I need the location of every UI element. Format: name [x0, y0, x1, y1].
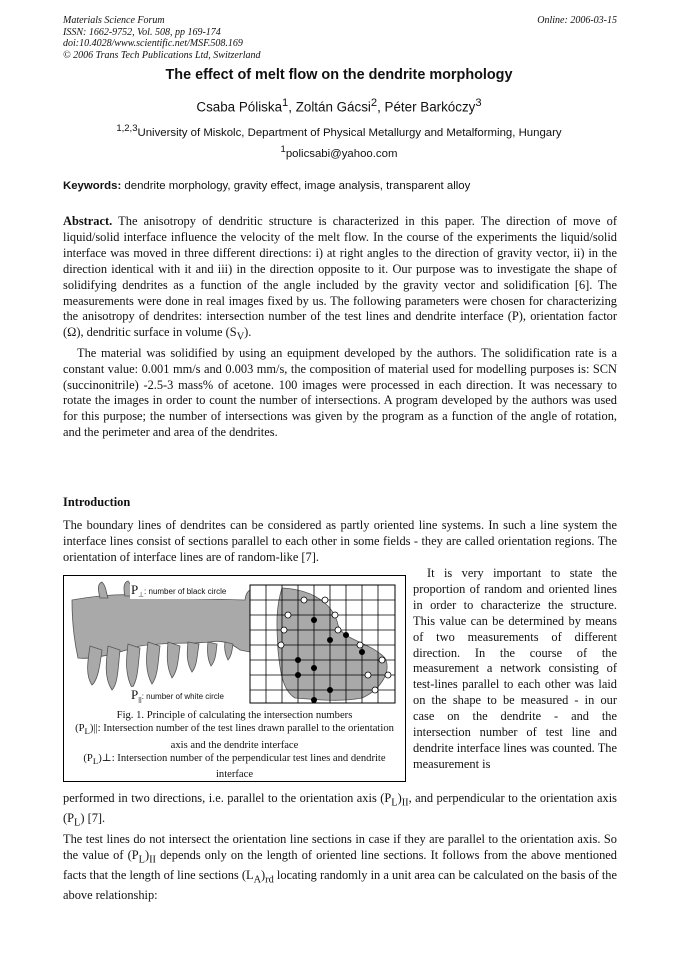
author-sup: 1	[282, 97, 289, 109]
author-list: Csaba Póliska$^1$, Zoltán Gácsi$^2$, Péter Barkóczy$^3$	[196, 97, 482, 115]
figure-caption	[68, 709, 401, 781]
caption-line-1: Fig. 1. Principle of calculating the intersection numbers	[116, 710, 353, 721]
email-sup: 1	[280, 144, 286, 155]
keywords	[63, 180, 617, 192]
label-sub: ||	[138, 696, 142, 704]
section-heading-introduction: Introduction	[63, 495, 131, 509]
abstract-label: Abstract.	[63, 214, 113, 228]
online-date: Online: 2006-03-15	[537, 15, 617, 26]
caption-sub: L	[92, 755, 99, 766]
text-part: ) [7].	[80, 811, 106, 826]
subscript: L	[138, 854, 145, 866]
subscript: rd	[265, 874, 274, 886]
author-sup: 3	[475, 97, 482, 109]
paper-title: The effect of melt flow on the dendrite morphology	[165, 67, 513, 83]
text-part: performed in two directions, i.e. parallel to the orientation axis (P	[63, 791, 392, 805]
copyright-line: © 2006 Trans Tech Publications Ltd, Switzerland	[63, 49, 261, 61]
abstract-paragraph-2: The material was solidified by using an equipment developed by the authors. The solidification rate is a constant value: 0.001 mm/s and 0.003 mm/s, the composition of material used for modelling purposes is: SCN (succinonitrile) -2.5-3 mass% of acetone. 100 images were processed in each direction. It was necessary to rotate the images in order to count the number of intersections. A program developed by the authors was used for this purpose; the number of intersections was given by the program as a function of the angle of rotation, and the perimeter and area of the dendrites.	[63, 345, 617, 440]
author-name: Csaba Póliska	[196, 99, 283, 115]
email-text: policsabi@yahoo.com	[285, 147, 398, 160]
intro-continued	[63, 791, 617, 904]
caption-part: )⊥: Intersection number of the perpendicular test lines and dendrite interface	[98, 752, 386, 781]
caption-sub: L	[84, 726, 90, 737]
label-white-circle	[130, 687, 225, 704]
caption-line-2	[68, 722, 401, 752]
subscript: A	[253, 874, 262, 886]
author-name: Zoltán Gácsi	[295, 99, 371, 115]
text-part: The test lines do not intersect the orientation line sections in case if they are parallel to the orientation axis. So the value of (P	[63, 831, 617, 862]
abstract	[63, 214, 617, 441]
subscript: II	[401, 797, 409, 809]
label-text: : number of white circle	[141, 692, 224, 701]
affiliation	[0, 123, 678, 139]
label-p: P	[131, 582, 139, 597]
abstract-text: The anisotropy of dendritic structure is characterized in this paper. The direction of move of liquid/solid interface influence the velocity of the melt flow. In the course of the experiments the liquid/solid interface was moved in three different directions: i) at right angles to the direction of gravity vector, ii) in the direction identical with it and iii) in the direction opposite to it. Our purpose was to investigate the shape of solidifying dendrites as a function of the angle included by the gravity vector and solidification [6]. The measurements were done in real images fixed by us. The following parameters were chosen for characterizing the anisotropy of dendrites: intersection number of the test lines and dendrite interface (P), orientation factor (Ω), dendritic surface in volume (S	[63, 214, 617, 340]
figure-1	[63, 575, 406, 782]
caption-part: (P	[83, 752, 93, 764]
subscript: L	[391, 797, 398, 809]
grid-region	[250, 585, 395, 703]
caption-part: )||: Intersection number of the test lines drawn parallel to the orientation axis and the dendrite interface	[89, 723, 394, 751]
journal-header	[63, 15, 617, 61]
abstract-text-end: ).	[244, 325, 252, 340]
journal-name: Materials Science Forum	[63, 15, 165, 26]
email	[0, 144, 678, 160]
affiliation-text: University of Miskolc, Department of Physical Metallurgy and Metalforming, Hungary	[137, 126, 562, 139]
author-name: Péter Barkóczy	[384, 99, 476, 115]
dendrite-figure-image	[70, 580, 399, 707]
text-part: )	[261, 868, 266, 883]
text-part: locating randomly in a unit area can be calculated on the basis of the above relationship:	[63, 868, 618, 903]
caption-line-3	[68, 752, 401, 782]
label-text: : number of black circle	[144, 587, 227, 596]
text-part: , and perpendicular to the orientation axis (P	[63, 791, 617, 826]
caption-part: (P	[75, 723, 85, 735]
text-part: )	[144, 847, 150, 862]
keywords-label: Keywords:	[63, 180, 122, 192]
affiliation-sup: 1,2,3	[116, 123, 138, 134]
keywords-text: dendrite morphology, gravity effect, image analysis, transparent alloy	[121, 180, 471, 192]
intro-paragraph-3	[63, 832, 617, 905]
label-sub: ⊥	[138, 591, 145, 599]
intro-paragraph-1: The boundary lines of dendrites can be considered as partly oriented line systems. In such a line system the interface lines consist of sections parallel to each other in some fields - they are called orientation regions. The orientation of interface lines are of random-like [7].	[63, 518, 617, 564]
doi-line: doi:10.4028/www.scientific.net/MSF.508.169	[63, 38, 243, 50]
intro-continued-text	[63, 791, 617, 832]
text-part: depends only on the length of oriented line sections. It follows from the above mentioned facts that the length of line sections (L	[63, 847, 617, 883]
label-black-circle	[130, 582, 227, 599]
abstract-paragraph-1	[63, 214, 617, 346]
intro-right-column: It is very important to state the proportion of random and oriented lines in order to characterize the structure. This value can be determined by means of two measurements of different direction. In the course of the measurement a network consisting of test-lines parallel to each other was laid on the shape to be measured - in our case on the dendrite - and the intersection number of test line and dendrite interface lines was counted. The measurement is	[413, 566, 617, 771]
label-p: P	[131, 687, 139, 702]
author-sup: 2	[370, 97, 378, 109]
subscript: V	[236, 331, 245, 343]
issn-line: ISSN: 1662-9752, Vol. 508, pp 169-174	[63, 26, 221, 38]
text-part: )	[397, 791, 402, 805]
subscript: II	[149, 854, 156, 866]
subscript: L	[74, 817, 81, 829]
